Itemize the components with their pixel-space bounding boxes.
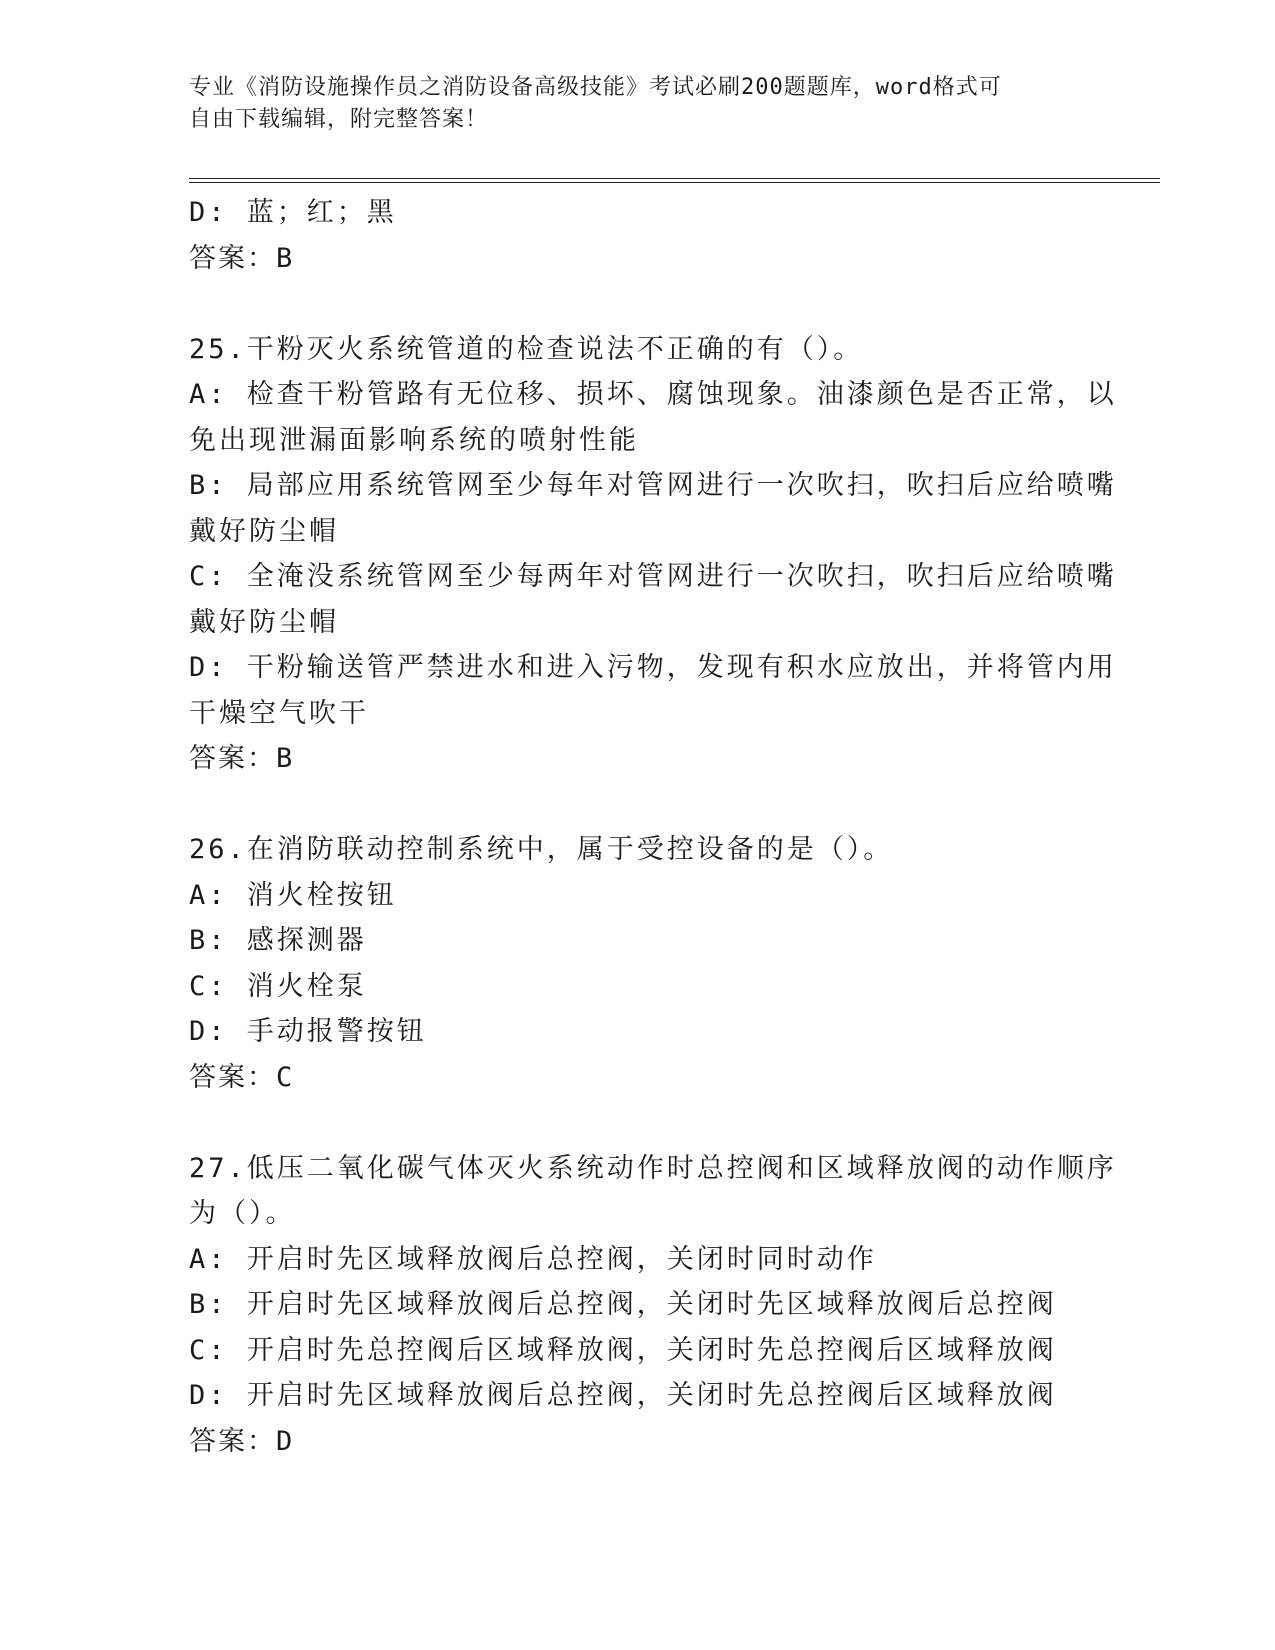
- option-d-continued: 干燥空气吹干: [189, 697, 369, 729]
- answer-line: 答案：C: [189, 1061, 295, 1093]
- option-b: B: 感探测器: [189, 925, 367, 956]
- header-line: 专业《消防设施操作员之消防设备高级技能》考试必刷200题题库，word格式可: [189, 75, 1002, 100]
- option-a: A: 消火栓按钮: [189, 879, 397, 911]
- option-c: C: 消火栓泵: [189, 970, 367, 1002]
- answer-line: 答案：D: [189, 1425, 295, 1457]
- header-line: 自由下载编辑，附完整答案！: [189, 107, 489, 132]
- question-stem-continued: 为（）。: [189, 1198, 296, 1229]
- option-b: B: 开启时先区域释放阀后总控阀，关闭时先区域释放阀后总控阀: [189, 1289, 1057, 1320]
- option-a: A: 开启时先区域释放阀后总控阀，关闭时同时动作: [189, 1243, 877, 1275]
- answer-line: 答案：B: [189, 743, 295, 774]
- question-content: [189, 190, 1117, 1464]
- spacer: [189, 1100, 1089, 1146]
- question-block: [189, 1146, 1117, 1465]
- header-divider: [189, 178, 1160, 183]
- option-a: A: 检查干粉管路有无位移、损坏、腐蚀现象。油漆颜色是否正常，以: [189, 379, 1117, 410]
- option-b-continued: 戴好防尘帽: [189, 515, 339, 547]
- option-d: D: 手动报警按钮: [189, 1016, 427, 1047]
- answer-line: 答案：B: [189, 242, 295, 274]
- question-stem: 27.低压二氧化碳气体灭火系统动作时总控阀和区域释放阀的动作顺序: [189, 1152, 1117, 1184]
- option-c-continued: 戴好防尘帽: [189, 606, 339, 638]
- option-d: D: 开启时先区域释放阀后总控阀，关闭时先总控阀后区域释放阀: [189, 1380, 1057, 1411]
- question-block: [189, 327, 1117, 782]
- question-stem: 25.干粉灭火系统管道的检查说法不正确的有（）。: [189, 333, 864, 365]
- option-c: C: 开启时先总控阀后区域释放阀，关闭时先总控阀后区域释放阀: [189, 1334, 1057, 1366]
- option-b: B: 局部应用系统管网至少每年对管网进行一次吹扫，吹扫后应给喷嘴: [189, 470, 1117, 501]
- option-d: D: 干粉输送管严禁进水和进入污物，发现有积水应放出，并将管内用: [189, 652, 1117, 683]
- question-stem: 26.在消防联动控制系统中，属于受控设备的是（）。: [189, 834, 894, 865]
- spacer: [189, 281, 1089, 327]
- option-a-continued: 免出现泄漏面影响系统的喷射性能: [189, 424, 639, 456]
- question-block: [189, 827, 1089, 1100]
- page-header: [189, 72, 1069, 136]
- option-d: D: 蓝；红；黑: [189, 197, 397, 228]
- option-c: C: 全淹没系统管网至少每两年对管网进行一次吹扫，吹扫后应给喷嘴: [189, 561, 1117, 592]
- spacer: [189, 782, 1089, 828]
